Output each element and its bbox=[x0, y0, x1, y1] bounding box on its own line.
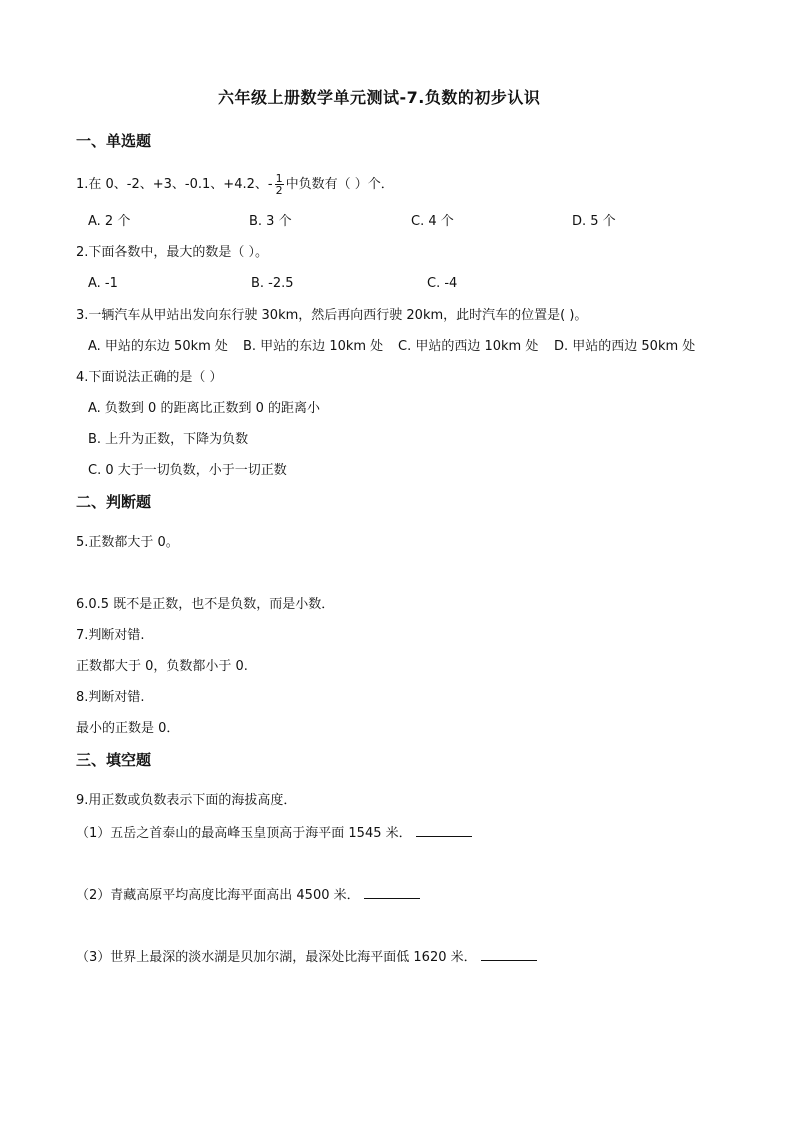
question-1-suffix: 中负数有（ ）个． bbox=[285, 177, 394, 192]
question-1-option-d[interactable]: D. 5 个 bbox=[572, 214, 616, 229]
section-heading-true-false: 二、判断题 bbox=[76, 493, 152, 511]
question-3-option-d[interactable]: D. 甲站的西边 50km 处 bbox=[554, 339, 696, 354]
question-9-item-1 bbox=[76, 824, 472, 842]
question-8: 8.判断对错. bbox=[76, 690, 145, 705]
question-1-option-b[interactable]: B. 3 个 bbox=[249, 214, 292, 229]
question-4-option-a[interactable]: A. 负数到 0 的距离比正数到 0 的距离小 bbox=[88, 401, 321, 416]
question-6: 6.0.5 既不是正数，也不是负数，而是小数． bbox=[76, 597, 335, 612]
question-1-option-a[interactable]: A. 2 个 bbox=[88, 214, 131, 229]
fraction bbox=[275, 173, 284, 196]
question-3-option-c[interactable]: C. 甲站的西边 10km 处 bbox=[398, 339, 539, 354]
page-title: 六年级上册数学单元测试-7.负数的初步认识 bbox=[218, 88, 541, 107]
question-3-option-a[interactable]: A. 甲站的东边 50km 处 bbox=[88, 339, 228, 354]
question-2-option-b[interactable]: B. -2.5 bbox=[251, 276, 294, 291]
question-4: 4.下面说法正确的是（ ） bbox=[76, 370, 223, 385]
question-1-prefix: 1.在 0、-2、+3、-0.1、+4.2、- bbox=[76, 177, 273, 192]
question-4-option-b[interactable]: B. 上升为正数，下降为负数 bbox=[88, 432, 249, 447]
question-1-option-c[interactable]: C. 4 个 bbox=[411, 214, 454, 229]
question-2-option-c[interactable]: C. -4 bbox=[427, 276, 458, 291]
question-2-option-a[interactable]: A. -1 bbox=[88, 276, 118, 291]
question-9-item-1-text: （1）五岳之首泰山的最高峰玉皇顶高于海平面 1545 米． bbox=[76, 826, 412, 841]
fraction-numerator: 1 bbox=[275, 172, 283, 185]
question-9: 9.用正数或负数表示下面的海拔高度． bbox=[76, 793, 297, 808]
question-9-item-2 bbox=[76, 886, 420, 904]
question-1 bbox=[76, 170, 394, 200]
question-8-statement: 最小的正数是 0． bbox=[76, 721, 180, 736]
question-2: 2.下面各数中，最大的数是（ ）。 bbox=[76, 245, 269, 260]
question-9-item-3-text: （3）世界上最深的淡水湖是贝加尔湖，最深处比海平面低 1620 米． bbox=[76, 950, 477, 965]
question-7-statement: 正数都大于 0，负数都小于 0. bbox=[76, 659, 248, 674]
question-9-item-3 bbox=[76, 948, 537, 966]
answer-blank[interactable] bbox=[364, 886, 420, 899]
answer-blank[interactable] bbox=[481, 948, 537, 961]
question-3: 3.一辆汽车从甲站出发向东行驶 30km，然后再向西行驶 20km，此时汽车的位置是( )。 bbox=[76, 308, 588, 323]
section-heading-single-choice: 一、单选题 bbox=[76, 132, 152, 150]
answer-blank[interactable] bbox=[416, 824, 472, 837]
question-7: 7.判断对错. bbox=[76, 628, 145, 643]
question-4-option-c[interactable]: C. 0 大于一切负数，小于一切正数 bbox=[88, 463, 287, 478]
question-5: 5.正数都大于 0。 bbox=[76, 535, 179, 550]
section-heading-fill-blank: 三、填空题 bbox=[76, 751, 152, 769]
question-9-item-2-text: （2）青藏高原平均高度比海平面高出 4500 米． bbox=[76, 888, 360, 903]
question-3-option-b[interactable]: B. 甲站的东边 10km 处 bbox=[243, 339, 384, 354]
fraction-denominator: 2 bbox=[275, 184, 283, 197]
